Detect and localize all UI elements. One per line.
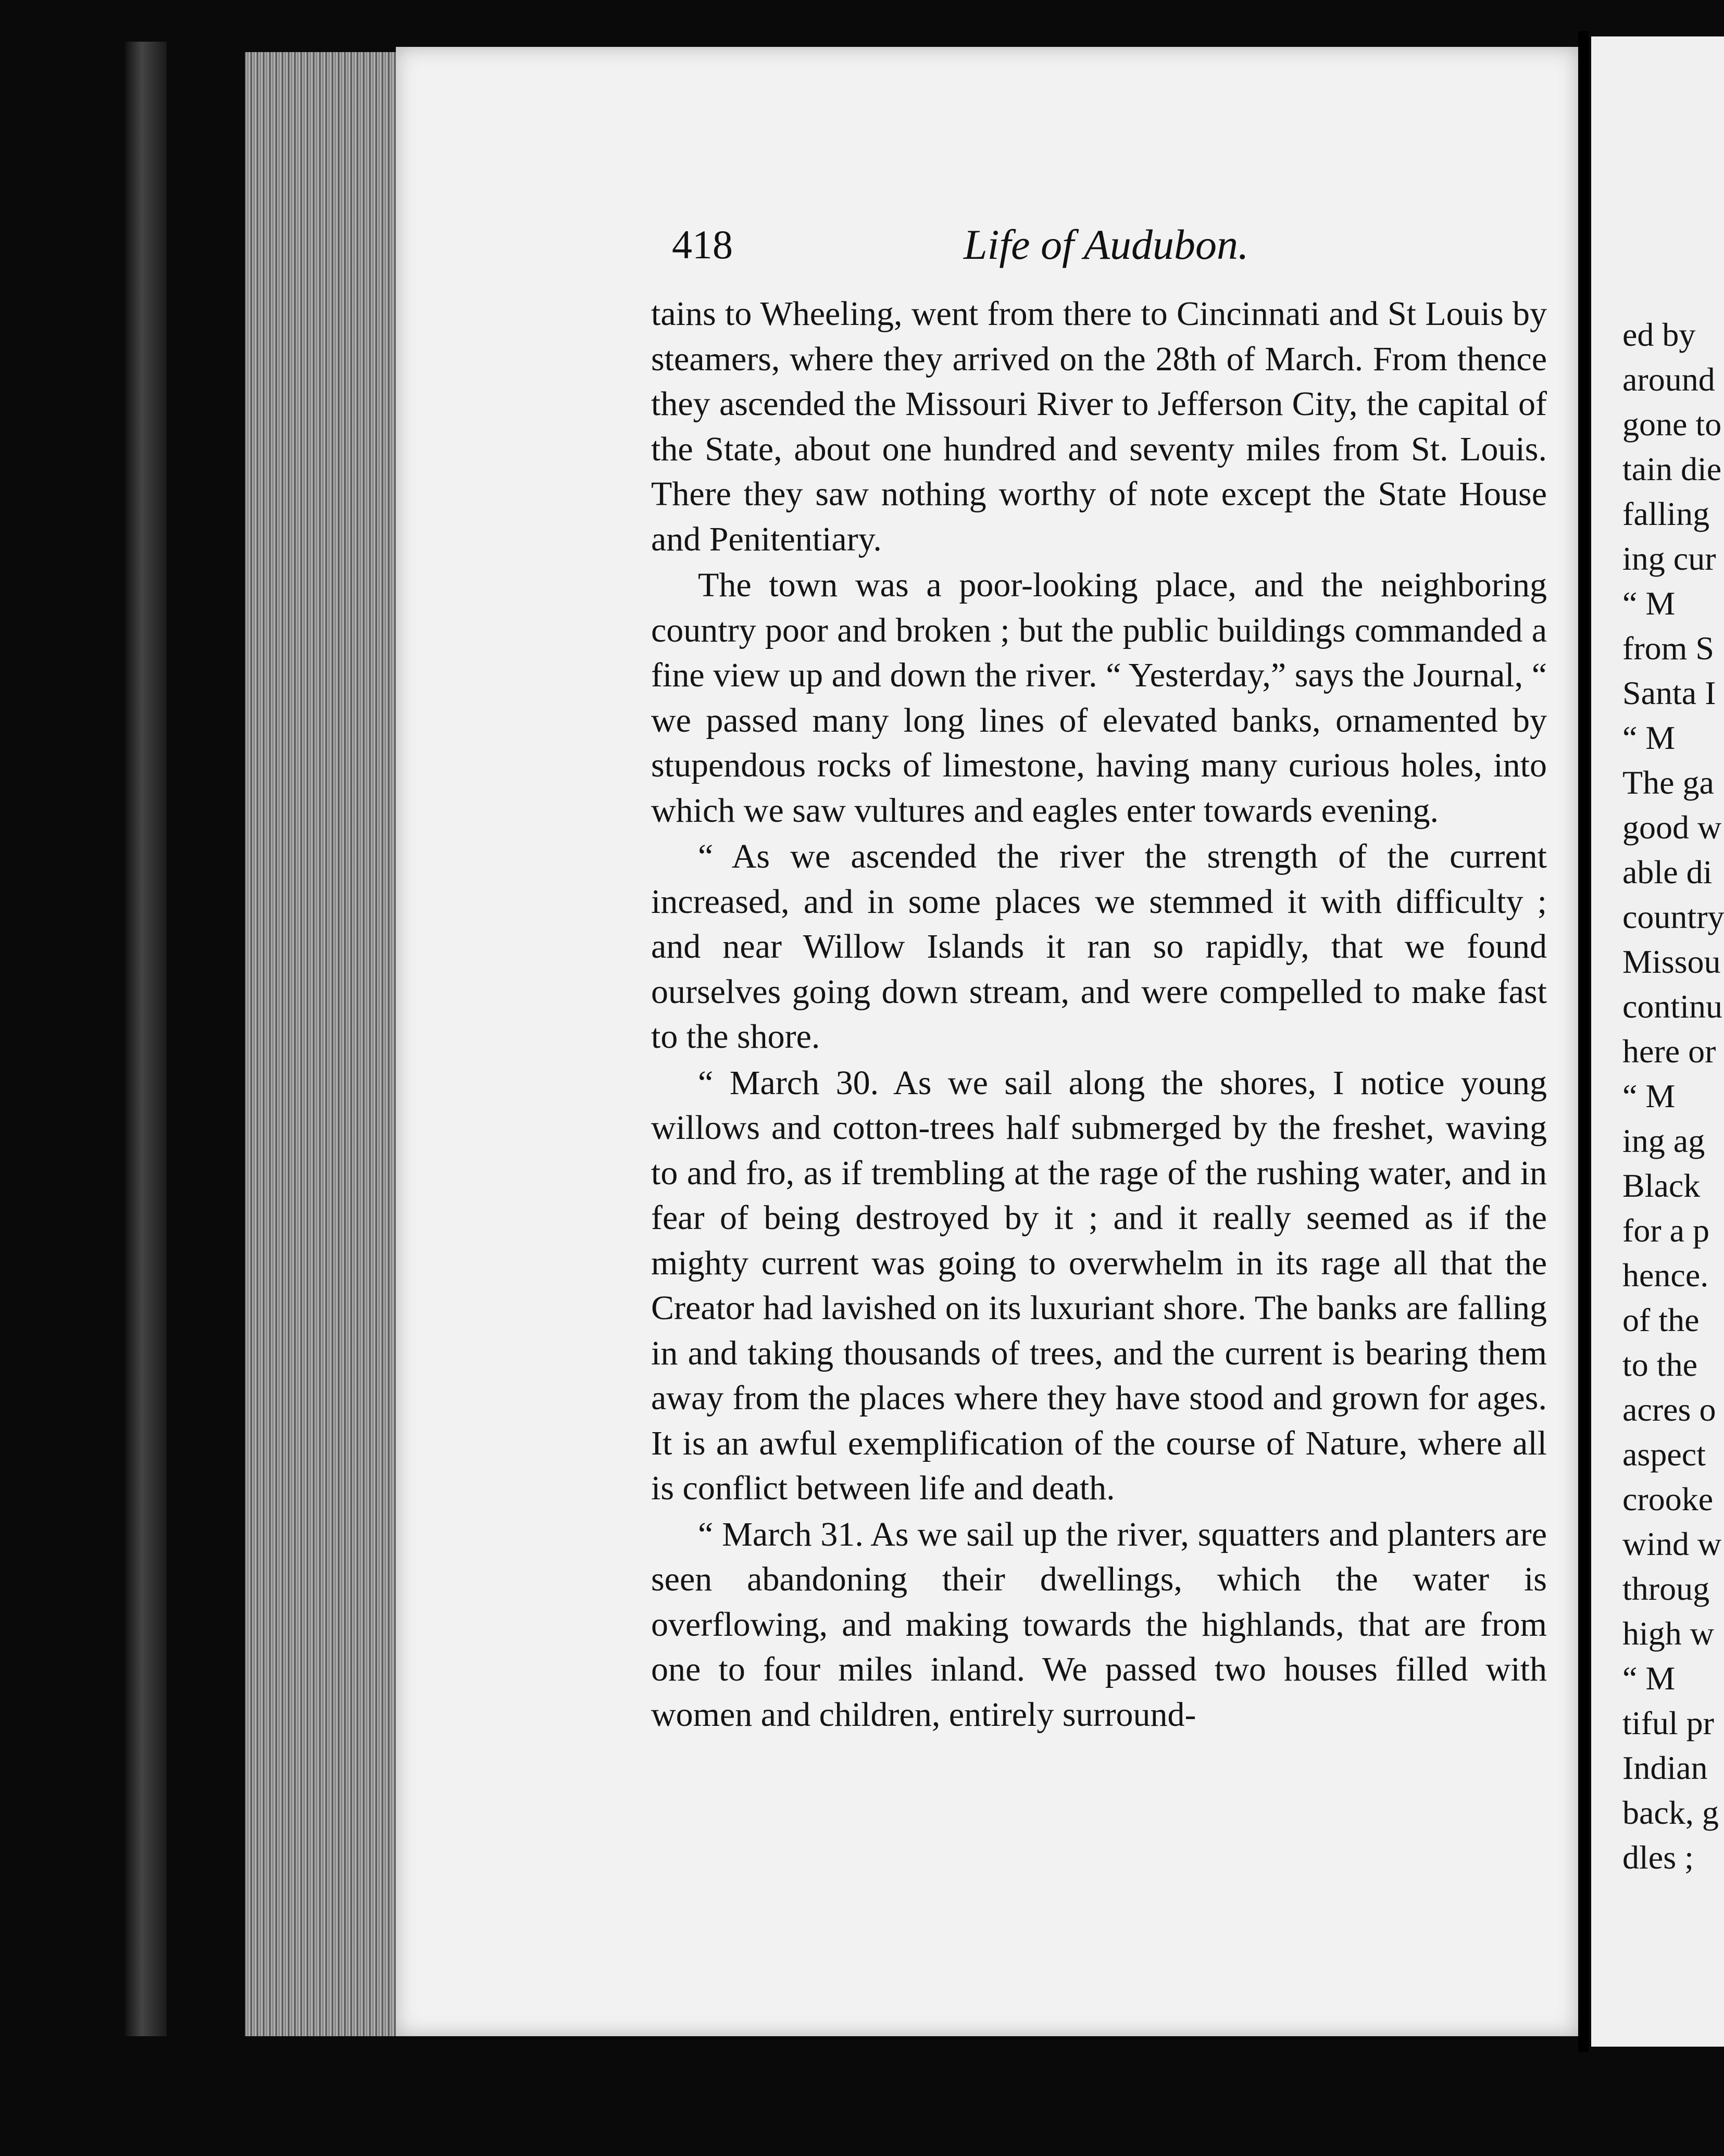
facing-page-text xyxy=(1622,312,1724,1880)
facing-page-line: “ M xyxy=(1622,585,1676,622)
paragraph: “ March 30. As we sail along the shores, I notice young willows and cotton-trees half submerged by the freshet, waving to and fro, as if trembling at the rage of the rushing water, and in fear of being destroyed by it ; and it really seemed as if the mighty current was going to overwhelm in its rage all that the Creator had lavished on its luxuriant shore. The banks are falling in and taking thousands of trees, and the current is bearing them away from the places where they have stood and grown for ages. It is an awful exemplification of the course of Nature, where all is conflict between life and death. xyxy=(651,1063,1547,1507)
facing-page xyxy=(1591,36,1724,2047)
facing-page-line: “ M xyxy=(1622,1660,1676,1697)
page-header xyxy=(672,219,1557,276)
facing-page-line: from S xyxy=(1622,630,1714,667)
paragraph: tains to Wheeling, went from there to Cincinnati and St Louis by steamers, where they arrived on the 28th of March. From thence they ascended the Missouri River to Jefferson City, the capital of the State, about one hundred and seventy miles from St. Louis. There they saw nothing worthy of note except the State House and Penitentiary. xyxy=(651,295,1547,558)
page-edges xyxy=(245,52,401,2036)
facing-page-line: aspect xyxy=(1622,1436,1706,1473)
facing-page-line: tain die xyxy=(1622,450,1722,487)
book-gutter xyxy=(1578,31,1589,2052)
facing-page-line: gone to xyxy=(1622,406,1722,443)
facing-page-line: ing ag xyxy=(1622,1122,1705,1159)
facing-page-line: throug xyxy=(1622,1570,1710,1607)
facing-page-line: here or xyxy=(1622,1033,1716,1070)
facing-page-line: for a p xyxy=(1622,1212,1710,1249)
facing-page-line: falling xyxy=(1622,495,1710,532)
facing-page-line: Black xyxy=(1622,1167,1701,1204)
facing-page-line: The ga xyxy=(1622,764,1714,801)
paragraph: The town was a poor-looking place, and the neighboring country poor and broken ; but the public buildings commanded a fine view up and down the river. “ Yesterday,” says the Journal, “ we passed many long lines of elevated banks, ornamented by stupendous rocks of limestone, having many curious holes, into which we saw vultures and eagles enter towards evening. xyxy=(651,566,1547,830)
facing-page-line: ed by xyxy=(1622,316,1696,353)
facing-page-line: “ M xyxy=(1622,1077,1676,1114)
facing-page-line: Missou xyxy=(1622,943,1721,980)
book-spine-edge xyxy=(125,42,167,2036)
facing-page-line: crooke xyxy=(1622,1481,1714,1518)
facing-page-line: back, g xyxy=(1622,1794,1719,1831)
facing-page-line: able di xyxy=(1622,854,1713,891)
page-number: 418 xyxy=(672,222,733,267)
facing-page-line: to the xyxy=(1622,1346,1697,1383)
facing-page-line: hence. xyxy=(1622,1257,1709,1294)
facing-page-line: “ M xyxy=(1622,719,1676,756)
facing-page-line: wind w xyxy=(1622,1525,1722,1562)
facing-page-line: good w xyxy=(1622,809,1722,846)
facing-page-line: country xyxy=(1622,898,1724,935)
paragraph: “ March 31. As we sail up the river, squatters and planters are seen abandoning their dwellings, which the water is overflowing, and making towards the highlands, that are from one to four miles inland. We passed two houses filled with women and children, entirely surround- xyxy=(651,1515,1547,1734)
facing-page-line: dles ; xyxy=(1622,1839,1694,1876)
body-text xyxy=(651,292,1547,1737)
facing-page-line: ing cur xyxy=(1622,540,1716,577)
paragraph: “ As we ascended the river the strength of the current increased, and in some places we stemmed it with difficulty ; and near Willow Islands it ran so rapidly, that we found ourselves going down stream, and were compelled to make fast to the shore. xyxy=(651,837,1547,1056)
facing-page-line: of the xyxy=(1622,1301,1700,1338)
facing-page-line: Indian xyxy=(1622,1749,1708,1786)
running-title: Life of Audubon. xyxy=(964,221,1249,268)
facing-page-line: acres o xyxy=(1622,1391,1716,1428)
facing-page-line: around xyxy=(1622,361,1715,398)
facing-page-line: Santa I xyxy=(1622,674,1716,711)
facing-page-line: tiful pr xyxy=(1622,1704,1714,1741)
facing-page-line: continu xyxy=(1622,988,1722,1025)
facing-page-line: high w xyxy=(1622,1615,1714,1652)
